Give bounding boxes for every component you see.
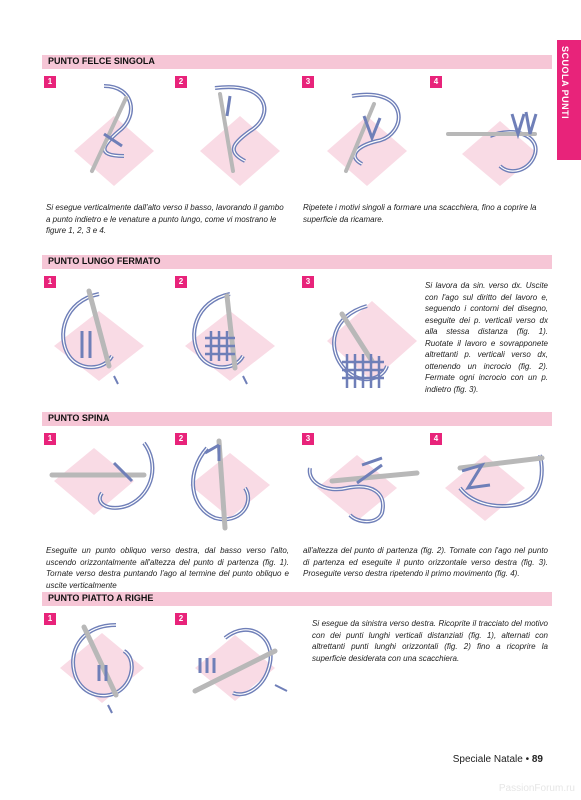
instruction-text-felce-right: Ripetete i motivi singoli a formare una scacchiera, fino a coprire la superficie da ricamare. (303, 203, 537, 224)
figure-number-badge: 2 (175, 276, 187, 288)
side-tab (557, 40, 581, 160)
figure-piatto-2 (175, 613, 295, 723)
section-title: PUNTO FELCE SINGOLA (48, 56, 155, 66)
instruction-text-felce-left: Si esegue verticalmente dall'alto verso il basso, lavorando il gambo a punto indietro e le venature a punto lungo, come vi mostrano le figure 1, 2, 3 e 4. (46, 203, 284, 235)
figure-lungo-3 (302, 276, 422, 401)
figure-number-badge: 1 (44, 276, 56, 288)
stitch-illustration (44, 613, 164, 723)
instruction-text-piatto: Si esegue da sinistra verso destra. Ricoprite il tracciato del motivo con dei punti lunghi verticali distanziati (fig. 1), alternati con altrettanti punti lunghi orizzontali (fig. 2) fino a ricoprire la superficie desiderata con una scacchiera. (312, 619, 548, 663)
stitch-illustration (44, 433, 164, 538)
figure-lungo-2 (175, 276, 295, 396)
figure-number-badge: 2 (175, 76, 187, 88)
figure-number-badge: 4 (430, 433, 442, 445)
figure-lungo-1 (44, 276, 164, 396)
stitch-illustration (302, 433, 422, 538)
section-header-piatto (42, 592, 552, 606)
instruction-text-lungo: Si lavora da sin. verso dx. Uscite con l'ago sul diritto del lavoro e, seguendo i contorni del disegno, eseguite dei p. verticali verso dx alla stessa distanza (fig. 1). Ruotate il lavoro e sovrapponete altrettanti p. verticali verso dx, ottenendo un incrocio (fig. 2). Fermate ogni incrocio con un p. indietro (fig. 3). (425, 281, 548, 394)
figure-number-badge: 1 (44, 76, 56, 88)
figure-number-badge: 3 (302, 433, 314, 445)
footer-separator: • (525, 754, 530, 765)
stitch-illustration (430, 76, 550, 186)
stitch-illustration (175, 613, 295, 723)
figure-piatto-1 (44, 613, 164, 723)
figure-number-badge: 1 (44, 613, 56, 625)
stitch-illustration (44, 276, 164, 396)
figure-number-badge: 2 (175, 433, 187, 445)
section-title: PUNTO LUNGO FERMATO (48, 256, 161, 266)
page-number: 89 (531, 754, 543, 765)
figure-spina-2 (175, 433, 295, 538)
figure-felce-4 (430, 76, 550, 186)
figure-number-badge: 2 (175, 613, 187, 625)
section-header-felce (42, 55, 552, 69)
stitch-illustration (175, 276, 295, 396)
figure-felce-3 (302, 76, 422, 186)
figure-spina-4 (430, 433, 550, 538)
figure-number-badge: 3 (302, 276, 314, 288)
section-header-spina (42, 412, 552, 426)
instruction-text-spina-right: all'altezza del punto di partenza (fig. 2). Tornate con l'ago nel punto di partenza ed eseguite il punto orizzontale verso destra (fig. 3). Proseguite verso destra ripetendo il primo movimento (fig. 4). (303, 546, 548, 578)
stitch-illustration (430, 433, 550, 538)
figure-number-badge: 1 (44, 433, 56, 445)
stitch-illustration (44, 76, 164, 186)
stitch-illustration (302, 76, 422, 186)
watermark: PassionForum.ru (498, 783, 575, 794)
section-title: PUNTO PIATTO A RIGHE (48, 593, 154, 603)
figure-number-badge: 4 (430, 76, 442, 88)
section-title: PUNTO SPINA (48, 413, 110, 423)
figure-felce-2 (175, 76, 295, 186)
stitch-illustration (175, 76, 295, 186)
stitch-illustration (302, 276, 422, 401)
figure-felce-1 (44, 76, 164, 186)
page-footer (453, 754, 543, 765)
section-header-lungo (42, 255, 552, 269)
figure-spina-1 (44, 433, 164, 538)
figure-spina-3 (302, 433, 422, 538)
instruction-text-spina-left: Eseguite un punto obliquo verso destra, dal basso verso l'alto, uscendo orizzontalmente all'altezza del punto di partenza (fig. 1). Tornate verso destra puntando l'ago al termine del punto obliquo e uscite verticalmente (46, 546, 289, 590)
side-tab-label: SCUOLA PUNTI (560, 46, 570, 120)
stitch-illustration (175, 433, 295, 538)
figure-number-badge: 3 (302, 76, 314, 88)
magazine-name: Speciale Natale (452, 754, 523, 765)
